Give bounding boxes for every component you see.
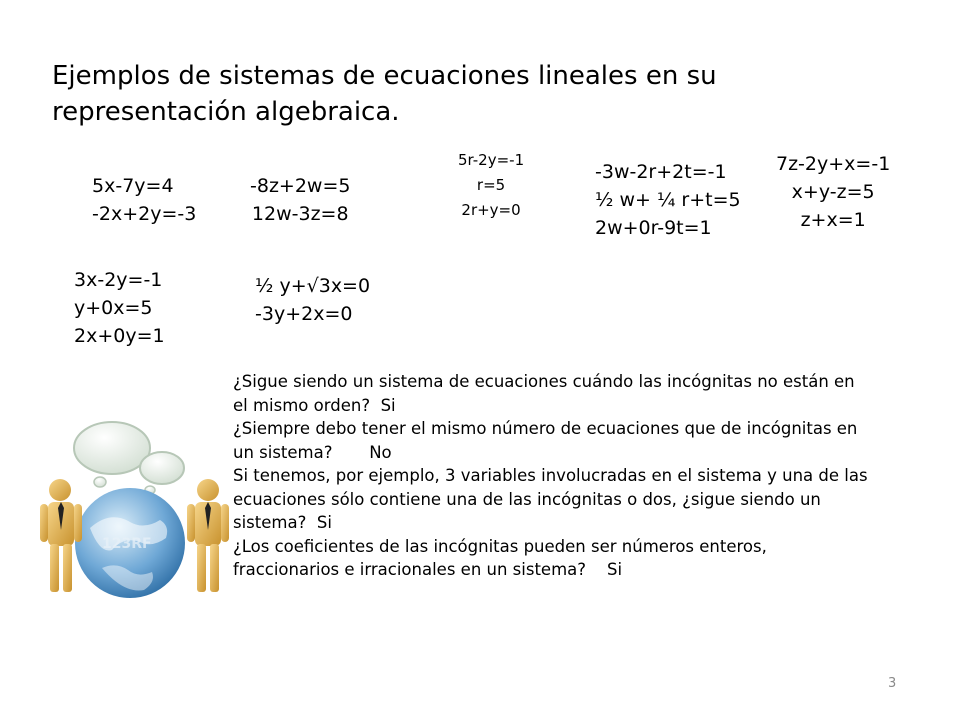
- equation: 5r-2y=-1: [458, 151, 525, 169]
- answer-text: Si: [316, 513, 332, 532]
- equation-system-6: [74, 266, 165, 350]
- question-text: Si tenemos, por ejemplo, 3 variables involucradas en el sistema y una de las ecuaciones sólo contiene una de las incógnitas o dos, ¿sigue siendo un sistema?: [233, 466, 868, 532]
- equation: 3x-2y=-1: [74, 269, 163, 291]
- equation: 2w+0r-9t=1: [595, 217, 712, 239]
- equation: ½ y+√3x=0: [255, 275, 371, 297]
- person-icon: [187, 479, 229, 592]
- equation-system-5: [776, 150, 890, 234]
- equation: -2x+2y=-3: [92, 203, 197, 225]
- equation: -8z+2w=5: [250, 175, 351, 197]
- watermark-text: 123RF: [102, 536, 152, 552]
- speech-bubble-icon: [74, 422, 184, 494]
- equation: ½ w+ ¼ r+t=5: [595, 189, 741, 211]
- answer-text: Si: [607, 560, 623, 579]
- question-item: [233, 370, 873, 417]
- equation: r=5: [476, 176, 506, 194]
- equation-system-4: [595, 158, 741, 242]
- equation: -3w-2r+2t=-1: [595, 161, 727, 183]
- equation: z+x=1: [800, 209, 866, 231]
- equation: 2x+0y=1: [74, 325, 165, 347]
- questions-block: [233, 370, 873, 582]
- equation-system-1: [92, 172, 196, 228]
- question-text: ¿Siempre debo tener el mismo número de ecuaciones que de incógnitas en un sistema?: [233, 419, 858, 462]
- equation: -3y+2x=0: [255, 303, 353, 325]
- question-item: [233, 535, 873, 582]
- equation-system-2: [250, 172, 350, 228]
- question-text: ¿Sigue siendo un sistema de ecuaciones cuándo las incógnitas no están en el mismo orden?: [233, 372, 855, 415]
- equation: y+0x=5: [74, 297, 153, 319]
- equation-system-7: [255, 272, 370, 328]
- equation: 2r+y=0: [461, 201, 521, 219]
- globe-icon: [75, 488, 185, 598]
- equation-system-3: [458, 148, 524, 223]
- page-title: Ejemplos de sistemas de ecuaciones lineales en su representación algebraica.: [52, 61, 717, 127]
- question-item: [233, 464, 873, 535]
- page-number: 3: [888, 676, 897, 691]
- equation: 12w-3z=8: [251, 203, 349, 225]
- equation: 5x-7y=4: [92, 175, 174, 197]
- question-text: ¿Los coeficientes de las incógnitas pueden ser números enteros, fraccionarios e irracionales en un sistema?: [233, 536, 767, 579]
- equation: 7z-2y+x=-1: [776, 153, 891, 175]
- globe-people-illustration: [40, 418, 230, 603]
- answer-text: Si: [380, 395, 396, 415]
- question-item: [233, 417, 873, 464]
- person-icon: [40, 479, 82, 592]
- answer-text: No: [369, 442, 392, 462]
- equation: x+y-z=5: [791, 181, 875, 203]
